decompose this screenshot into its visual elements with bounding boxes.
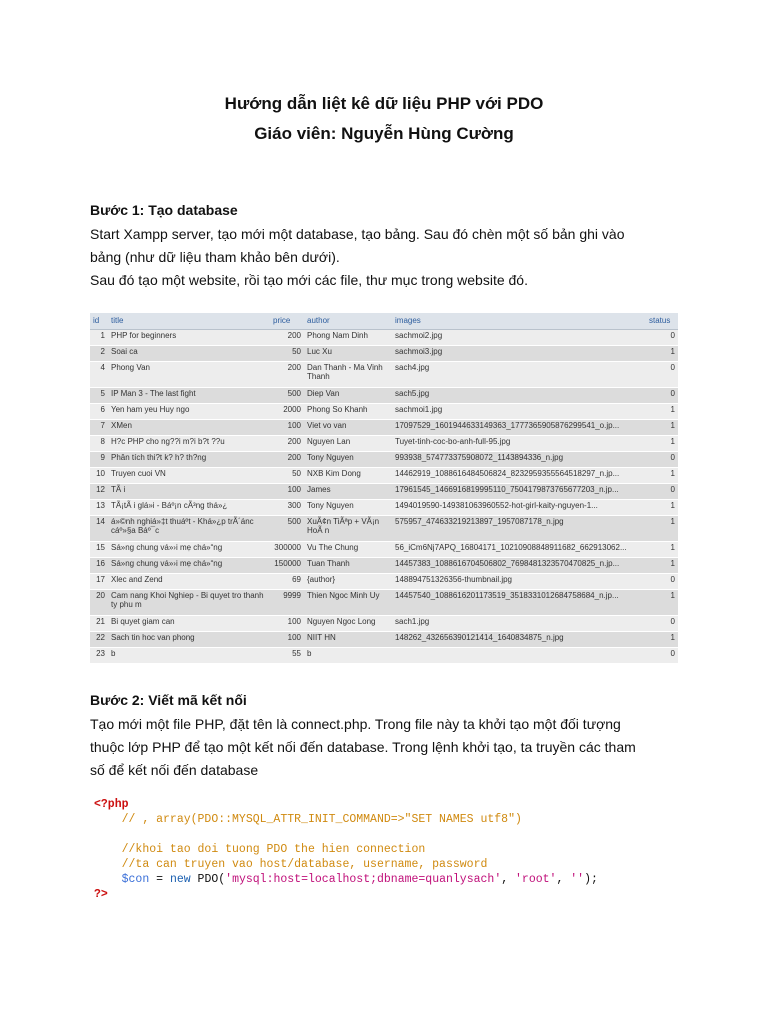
table-cell-status: 1 [646,557,678,573]
table-cell-price: 2000 [270,403,304,419]
table-cell-status: 1 [646,515,678,541]
table-cell-id: 12 [90,483,108,499]
code-string: 'root' [515,873,557,886]
table-cell-images: 17961545_1466916819995110_7504179873765677203_n.jp... [392,483,646,499]
table-cell-price: 200 [270,451,304,467]
table-cell-price: 100 [270,631,304,647]
table-cell-author: James [304,483,392,499]
table-cell-id: 17 [90,573,108,589]
table-cell-id: 8 [90,435,108,451]
table-row [90,483,678,499]
table-cell-title: Yen ham yeu Huy ngo [108,403,270,419]
table-cell-id: 20 [90,589,108,615]
teacher-name: Giáo viên: Nguyễn Hùng Cường [254,124,514,143]
table-row [90,435,678,451]
code-variable: $con [121,873,150,886]
table-cell-price: 55 [270,647,304,663]
table-cell-author: {author} [304,573,392,589]
table-cell-images: sach1.jpg [392,615,646,631]
table-cell-author: Nguyen Lan [304,435,392,451]
table-cell-images: sachmoi2.jpg [392,329,646,345]
table-cell-author: Dan Thanh - Ma Vinh Thanh [304,361,392,387]
table-cell-author: Thien Ngoc Minh Uy [304,589,392,615]
table-cell-status: 1 [646,435,678,451]
table-cell-status: 0 [646,329,678,345]
table-row [90,387,678,403]
table-cell-id: 13 [90,499,108,515]
code-string: '' [570,873,585,886]
table-cell-id: 5 [90,387,108,403]
table-cell-status: 0 [646,361,678,387]
table-cell-images: sach5.jpg [392,387,646,403]
table-cell-author: NIIT HN [304,631,392,647]
table-cell-title: Truyen cuoi VN [108,467,270,483]
table-cell-status: 1 [646,499,678,515]
code-separator: , [501,873,516,886]
table-cell-author: Nguyen Ngoc Long [304,615,392,631]
step2-heading: Bước 2: Viết mã kết nối [90,692,247,708]
document-title: Hướng dẫn liệt kê dữ liệu PHP với PDO [224,94,544,113]
table-cell-status: 0 [646,451,678,467]
table-cell-images: 148894751326356-thumbnail.jpg [392,573,646,589]
table-cell-price: 150000 [270,557,304,573]
table-cell-status: 0 [646,387,678,403]
table-cell-status: 0 [646,483,678,499]
table-cell-status: 1 [646,467,678,483]
table-cell-id: 21 [90,615,108,631]
code-block [94,797,694,902]
table-row [90,557,678,573]
table-cell-images: 17097529_1601944633149363_1777365905876299541_o.jp... [392,419,646,435]
table-cell-author: XuÃ¢n TiÃªp + VÃ¡n HoÃ n [304,515,392,541]
table-cell-id: 15 [90,541,108,557]
table-row [90,647,678,663]
table-cell-price: 100 [270,615,304,631]
table-cell-status: 0 [646,615,678,631]
table-cell-title: TÃ i [108,483,270,499]
table-cell-title: XMen [108,419,270,435]
table-row [90,361,678,387]
table-cell-price: 300000 [270,541,304,557]
code-class: PDO( [190,873,226,886]
table-cell-images [392,647,646,663]
table-cell-images: 148262_432656390121414_1640834875_n.jpg [392,631,646,647]
table-cell-images: Tuyet-tinh-coc-bo-anh-full-95.jpg [392,435,646,451]
table-cell-status: 1 [646,345,678,361]
table-cell-author: Phong Nam Dinh [304,329,392,345]
step1-heading: Bước 1: Tạo database [90,202,238,218]
table-row [90,467,678,483]
table-cell-author: Phong So Khanh [304,403,392,419]
column-header: title [108,313,270,329]
table-cell-id: 6 [90,403,108,419]
table-row [90,499,678,515]
table-cell-title: IP Man 3 - The last fight [108,387,270,403]
table-cell-images: sachmoi1.jpg [392,403,646,419]
table-row [90,329,678,345]
table-cell-id: 7 [90,419,108,435]
code-comment: //ta can truyen vao host/database, username, password [121,858,488,871]
table-cell-title: Bi quyet giam can [108,615,270,631]
table-cell-title: Sá»ng chung vá»›i mẹ chá»“ng [108,557,270,573]
table-cell-id: 22 [90,631,108,647]
code-string: 'mysql:host=localhost;dbname=quanlysach' [225,873,502,886]
step2-line: Tạo mới một file PHP, đặt tên là connect.php. Trong file này ta khởi tạo một đối tượng [90,716,621,732]
table-cell-images: 575957_474633219213897_1957087178_n.jpg [392,515,646,541]
column-header: price [270,313,304,329]
table-row [90,403,678,419]
table-cell-status: 0 [646,573,678,589]
table-row [90,345,678,361]
table-cell-status: 1 [646,589,678,615]
table-cell-images: 14462919_1088616484506824_8232959355564518297_n.jp... [392,467,646,483]
table-cell-images: sach4.jpg [392,361,646,387]
table-cell-id: 1 [90,329,108,345]
table-cell-author: Vu The Chung [304,541,392,557]
table-cell-title: Cam nang Khoi Nghiep - Bi quyet tro thanh ty phu m [108,589,270,615]
table-row [90,419,678,435]
table-cell-price: 50 [270,467,304,483]
table-cell-images: 1494019590-149381063960552-hot-girl-kaity-nguyen-1... [392,499,646,515]
column-header: status [646,313,678,329]
step2-line: số để kết nối đến database [90,762,259,778]
table-cell-title: Phong Van [108,361,270,387]
table-cell-title: á»©nh nghiá»‡t thuáºt - Khá»¿p trÃ´ánc cáº»§a Báº¯c [108,515,270,541]
table-cell-status: 1 [646,419,678,435]
table-cell-price: 500 [270,515,304,541]
code-comment: //khoi tao doi tuong PDO the hien connection [121,843,426,856]
table-row [90,631,678,647]
table-cell-status: 1 [646,541,678,557]
table-cell-author: Viet vo van [304,419,392,435]
table-cell-author: Tony Nguyen [304,451,392,467]
table-cell-id: 14 [90,515,108,541]
table-cell-status: 1 [646,403,678,419]
code-operator: = [149,873,170,886]
column-header: author [304,313,392,329]
column-header: id [90,313,108,329]
table-cell-id: 10 [90,467,108,483]
table-cell-status: 1 [646,631,678,647]
table-cell-author: Tuan Thanh [304,557,392,573]
code-separator: , [556,873,571,886]
table-cell-author: Diep Van [304,387,392,403]
table-header-row [90,313,678,329]
column-header: images [392,313,646,329]
table-row [90,541,678,557]
table-row [90,515,678,541]
table-cell-author: NXB Kim Dong [304,467,392,483]
table-cell-title: Soai ca [108,345,270,361]
table-row [90,615,678,631]
table-cell-price: 200 [270,361,304,387]
step1-line: bảng (như dữ liệu tham khảo bên dưới). [90,249,340,265]
table-cell-title: b [108,647,270,663]
table-cell-price: 200 [270,329,304,345]
table-row [90,451,678,467]
table-cell-price: 50 [270,345,304,361]
table-cell-author: b [304,647,392,663]
table-cell-id: 16 [90,557,108,573]
step2-line: thuộc lớp PHP để tạo một kết nối đến database. Trong lệnh khởi tạo, ta truyền các tham [90,739,636,755]
table-cell-title: TÃ¡tÃ i glá»i - Báº¡n cÃ³ng thá»¿ [108,499,270,515]
database-table-screenshot [90,313,678,664]
table-cell-price: 9999 [270,589,304,615]
table-cell-id: 23 [90,647,108,663]
step1-paragraph [90,223,690,292]
table-cell-price: 100 [270,419,304,435]
table-cell-price: 69 [270,573,304,589]
php-open-tag: <?php [94,798,129,811]
code-keyword: new [169,873,191,886]
table-cell-author: Luc Xu [304,345,392,361]
step2-paragraph [90,713,690,782]
table-cell-price: 200 [270,435,304,451]
step1-line: Sau đó tạo một website, rồi tạo mới các file, thư mục trong website đó. [90,272,528,288]
table-cell-title: Xlec and Zend [108,573,270,589]
table-cell-title: Phân tích thi?t k? h? th?ng [108,451,270,467]
table-cell-images: 993938_574773375908072_1143894336_n.jpg [392,451,646,467]
table-cell-title: PHP for beginners [108,329,270,345]
table-cell-price: 500 [270,387,304,403]
table-cell-title: Sach tin hoc van phong [108,631,270,647]
table-cell-images: sachmoi3.jpg [392,345,646,361]
table-cell-id: 2 [90,345,108,361]
table-row [90,573,678,589]
books-table [90,313,678,664]
table-cell-title: H?c PHP cho ng??i m?i b?t ??u [108,435,270,451]
table-cell-price: 300 [270,499,304,515]
php-close-tag: ?> [94,888,108,901]
table-cell-id: 9 [90,451,108,467]
step1-line: Start Xampp server, tạo mới một database, tạo bảng. Sau đó chèn một số bản ghi vào [90,226,625,242]
table-cell-images: 14457383_1088616704506802_7698481323570470825_n.jp... [392,557,646,573]
table-cell-price: 100 [270,483,304,499]
table-row [90,589,678,615]
table-cell-author: Tony Nguyen [304,499,392,515]
code-comment: // , array(PDO::MYSQL_ATTR_INIT_COMMAND=>"SET NAMES utf8") [121,813,522,826]
table-cell-images: 56_iCm6Nj7APQ_16804171_10210908848911682_662913062... [392,541,646,557]
table-cell-id: 4 [90,361,108,387]
code-end: ); [584,873,598,886]
table-cell-images: 14457540_1088616201173519_3518331012684758684_n.jp... [392,589,646,615]
table-cell-status: 0 [646,647,678,663]
table-cell-title: Sá»ng chung vá»›i mẹ chá»“ng [108,541,270,557]
